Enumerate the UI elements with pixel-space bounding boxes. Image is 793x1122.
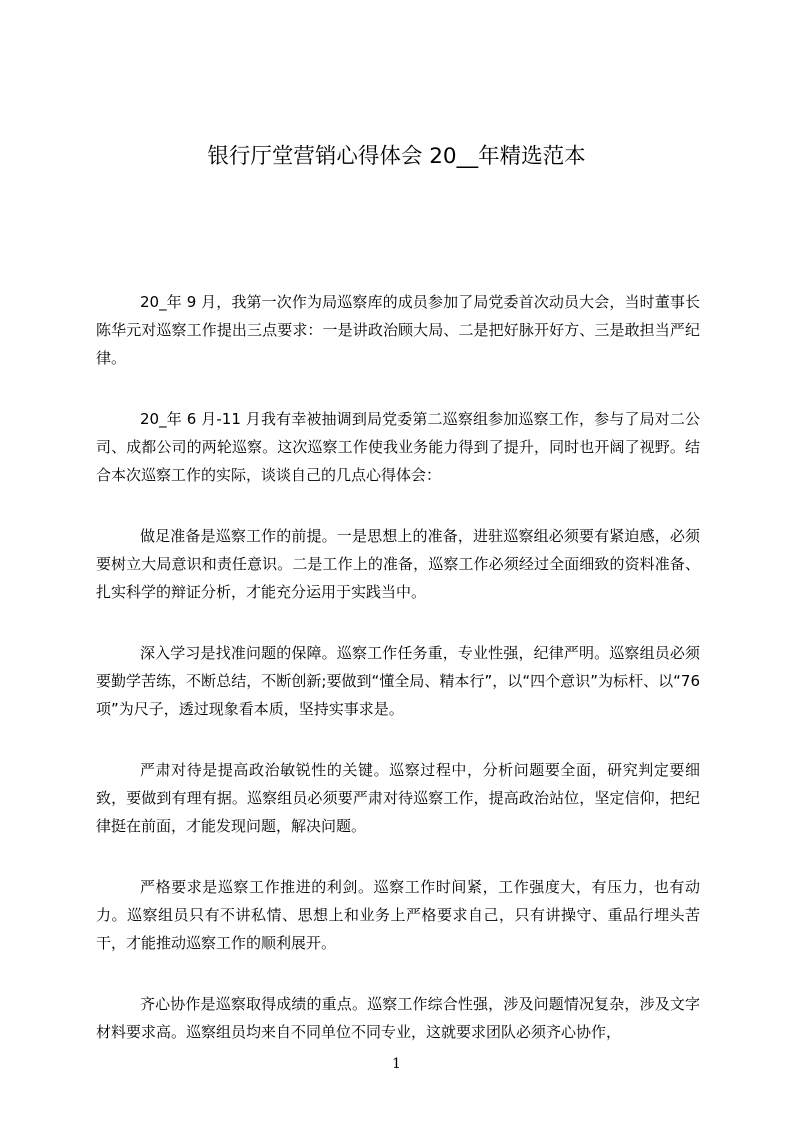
paragraph: 齐心协作是巡察取得成绩的重点。巡察工作综合性强，涉及问题情况复杂，涉及文字材料要求高。巡察组员均来自不同单位不同专业，这就要求团队必须齐心协作， xyxy=(96,995,700,1041)
paragraph: 严肃对待是提高政治敏锐性的关键。巡察过程中，分析问题要全面，研究判定要细致，要做到有理有据。巡察组员必须要严肃对待巡察工作，提高政治站位，坚定信仰，把纪律挺在前面，才能发现问题，解决问题。 xyxy=(96,761,700,835)
paragraph: 严格要求是巡察工作推进的利剑。巡察工作时间紧，工作强度大，有压力，也有动力。巡察组员只有不讲私情、思想上和业务上严格要求自己，只有讲操守、重品行埋头苦干，才能推动巡察工作的顺利展开。 xyxy=(96,878,700,952)
paragraph: 深入学习是找准问题的保障。巡察工作任务重，专业性强，纪律严明。巡察组员必须要勤学苦练，不断总结，不断创新;要做到“懂全局、精本行”，以“四个意识”为标杆、以“76 项”为尺子，透过现象看本质，坚持实事求是。 xyxy=(96,644,700,718)
paragraph: 20_年 9 月，我第一次作为局巡察库的成员参加了局党委首次动员大会，当时董事长陈华元对巡察工作提出三点要求：一是讲政治顾大局、二是把好脉开好方、三是敢担当严纪律。 xyxy=(96,293,700,367)
document-title: 银行厅堂营销心得体会 20__年精选范本 xyxy=(207,144,586,169)
document-body xyxy=(96,288,700,1079)
paragraph: 做足准备是巡察工作的前提。一是思想上的准备，进驻巡察组必须要有紧迫感，必须要树立大局意识和责任意识。二是工作上的准备，巡察工作必须经过全面细致的资料准备、扎实科学的辩证分析，才能充分运用于实践当中。 xyxy=(96,527,700,601)
page-number: 1 xyxy=(392,1056,401,1072)
paragraph: 20_年 6 月-11 月我有幸被抽调到局党委第二巡察组参加巡察工作，参与了局对二公司、成都公司的两轮巡察。这次巡察工作使我业务能力得到了提升，同时也开阔了视野。结合本次巡察工作的实际，谈谈自己的几点心得体会： xyxy=(96,410,700,484)
